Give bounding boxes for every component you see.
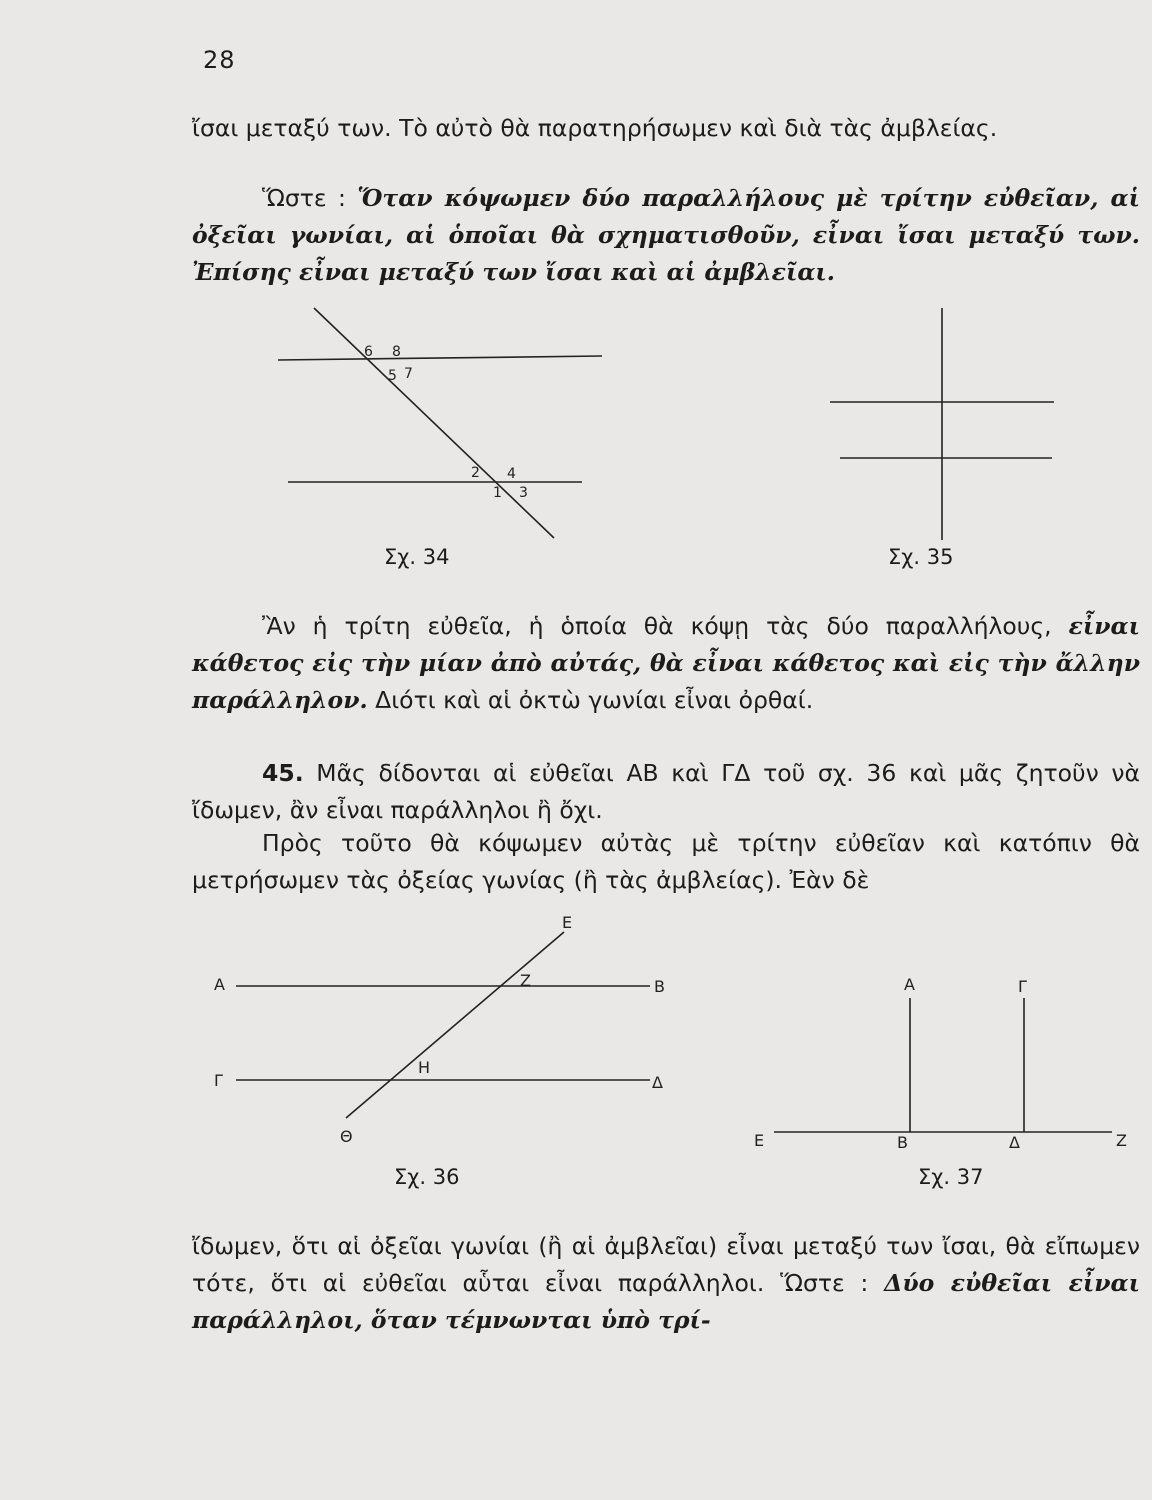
section-number: 45.	[262, 759, 304, 787]
fig34-label-3: 3	[519, 485, 528, 501]
figure-37-drawing	[750, 970, 1130, 1150]
figure-35-drawing	[830, 300, 1060, 550]
fig36-label-G: Γ	[214, 1071, 223, 1090]
fig37-label-Z: Ζ	[1116, 1131, 1127, 1150]
figure-36	[200, 910, 700, 1150]
figure-35	[830, 300, 1060, 550]
fig36-label-A: Α	[214, 975, 225, 994]
paragraph-2-rule: Ὅταν κόψωμεν δύο παραλλήλους μὲ τρίτην εὐθεῖαν, αἱ ὀξεῖαι γωνίαι, αἱ ὁποῖαι θὰ σχηματισθοῦν, εἶναι ἴσαι μεταξύ των. Ἐπίσης εἶναι μεταξύ των ἴσαι καὶ αἱ ἀμβλεῖαι.	[192, 184, 1140, 286]
paragraph-3-text-a: Ἂν ἡ τρίτη εὐθεῖα, ἡ ὁποία θὰ κόψῃ τὰς δύο παραλλήλους,	[262, 612, 1069, 640]
paragraph-6-rule: Δύο εὐθεῖαι εἶναι παράλληλοι, ὅταν τέμνωνται ὑπὸ τρί-	[192, 1269, 1141, 1334]
paragraph-6-text: ἴδωμεν, ὅτι αἱ ὀξεῖαι γωνίαι (ἢ αἱ ἀμβλεῖαι) εἶναι μεταξύ των ἴσαι, θὰ εἴπωμεν τότε, ὅτι αἱ εὐθεῖαι αὗται εἶναι παράλληλοι.	[192, 1232, 1140, 1297]
fig36-label-Th: Θ	[340, 1127, 353, 1146]
paragraph-1	[192, 110, 1140, 147]
fig36-label-H: Η	[418, 1058, 431, 1077]
figure-36-caption: Σχ. 36	[394, 1165, 460, 1189]
fig36-label-Z: Ζ	[520, 971, 531, 990]
page-number: 28	[203, 46, 236, 74]
paragraph-5	[192, 825, 1140, 899]
paragraph-6-lead: Ὥστε :	[780, 1269, 885, 1297]
paragraph-2-lead: Ὥστε :	[262, 184, 358, 212]
fig34-label-4: 4	[507, 466, 516, 482]
fig34-label-5: 5	[388, 368, 397, 384]
figure-37-caption: Σχ. 37	[918, 1165, 984, 1189]
paragraph-5-text: Πρὸς τοῦτο θὰ κόψωμεν αὐτὰς μὲ τρίτην εὐθεῖαν καὶ κατόπιν θὰ μετρήσωμεν τὰς ὀξείας γωνίας (ἢ τὰς ἀμβλείας). Ἐὰν δὲ	[192, 829, 1140, 894]
figure-34	[270, 300, 610, 550]
figure-37	[750, 970, 1130, 1150]
fig36-label-B: Β	[654, 977, 665, 996]
fig37-label-E: Ε	[754, 1131, 765, 1150]
fig34-parallel-top	[278, 356, 602, 360]
fig34-transversal	[314, 308, 554, 538]
paragraph-3-rule: εἶναι κάθετος εἰς τὴν μίαν ἀπὸ αὐτάς, θὰ εἶναι κάθετος καὶ εἰς τὴν ἄλλην παράλληλον.	[192, 612, 1140, 714]
figure-36-drawing	[200, 910, 700, 1150]
paragraph-3	[192, 608, 1140, 719]
paragraph-1-text: ἴσαι μεταξύ των. Τὸ αὐτὸ θὰ παρατηρήσωμεν καὶ διὰ τὰς ἀμβλείας.	[192, 114, 998, 142]
fig36-label-D: Δ	[652, 1073, 663, 1092]
paragraph-2	[192, 180, 1140, 291]
fig37-label-D: Δ	[1009, 1133, 1020, 1152]
paragraph-6	[192, 1228, 1140, 1339]
fig34-label-7: 7	[404, 366, 413, 382]
fig36-label-E: Ε	[562, 913, 573, 932]
fig34-label-2: 2	[471, 465, 480, 481]
figure-35-caption: Σχ. 35	[888, 545, 954, 569]
fig34-label-1: 1	[493, 485, 502, 501]
paragraph-4	[192, 755, 1140, 829]
fig37-label-G: Γ	[1018, 977, 1027, 996]
figure-34-caption: Σχ. 34	[384, 545, 450, 569]
paragraph-3-text-b: Διότι καὶ αἱ ὀκτὼ γωνίαι εἶναι ὀρθαί.	[367, 686, 814, 714]
figure-34-drawing	[270, 300, 610, 550]
fig37-label-A: Α	[904, 975, 915, 994]
fig37-label-B: Β	[897, 1133, 908, 1152]
fig34-label-6: 6	[364, 344, 373, 360]
fig34-label-8: 8	[392, 344, 401, 360]
fig36-transversal-EO	[346, 932, 564, 1118]
paragraph-4-text: Μᾶς δίδονται αἱ εὐθεῖαι ΑΒ καὶ ΓΔ τοῦ σχ. 36 καὶ μᾶς ζητοῦν νὰ ἴδωμεν, ἂν εἶναι παράλληλοι ἢ ὄχι.	[192, 759, 1140, 824]
